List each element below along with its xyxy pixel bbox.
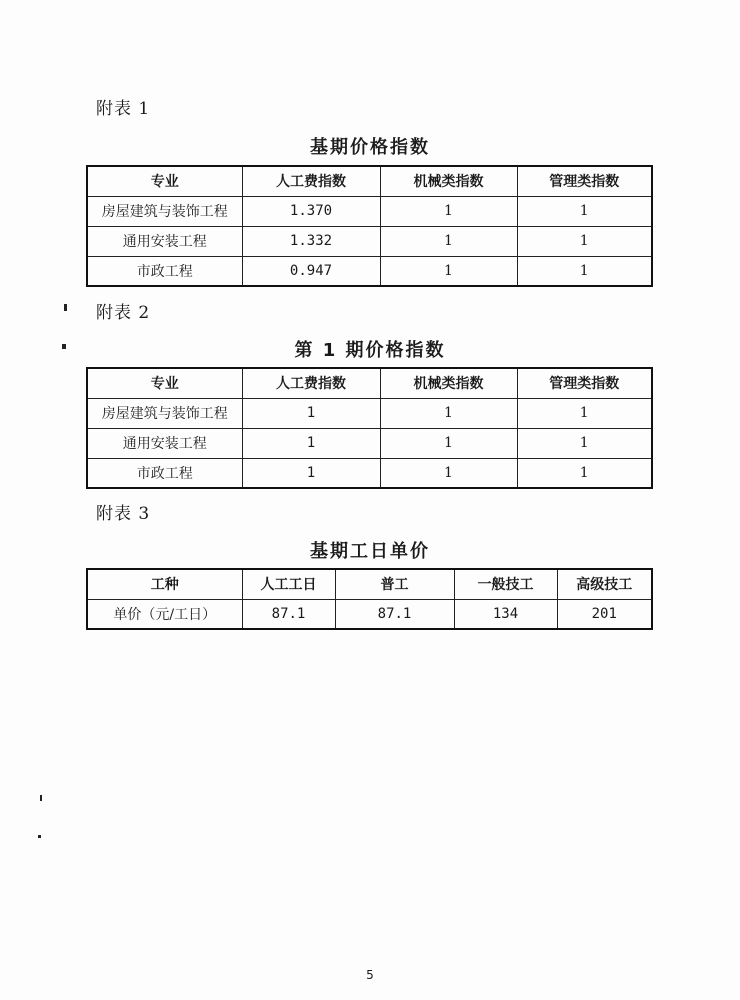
annex-3-label: 附表 3 (96, 504, 151, 524)
table-row (87, 196, 652, 226)
table-cell: 房屋建筑与装饰工程 (87, 196, 242, 226)
annex-2-title: 第 1 期价格指数 (294, 340, 446, 361)
table-cell: 市政工程 (87, 256, 242, 286)
header-cell: 管理类指数 (517, 166, 652, 196)
table-cell: 1 (517, 256, 652, 286)
table-cell: 1 (380, 398, 517, 428)
table-header-row (87, 569, 652, 599)
table-cell: 1 (517, 398, 652, 428)
annex-3-table (86, 568, 653, 630)
table-cell: 通用安装工程 (87, 428, 242, 458)
table-cell: 201 (557, 599, 652, 629)
table-cell: 1 (380, 196, 517, 226)
table-cell: 1 (242, 398, 380, 428)
table-cell: 87.1 (242, 599, 335, 629)
table-cell: 1 (380, 428, 517, 458)
table-cell: 87.1 (335, 599, 454, 629)
table-cell: 0.947 (242, 256, 380, 286)
header-cell: 高级技工 (557, 569, 652, 599)
table-row (87, 458, 652, 488)
annex-3-title: 基期工日单价 (310, 541, 430, 562)
scan-speck (38, 835, 41, 838)
table-header-row (87, 368, 652, 398)
table-row (87, 599, 652, 629)
table-cell: 通用安装工程 (87, 226, 242, 256)
header-cell: 人工费指数 (242, 368, 380, 398)
table-cell: 1 (242, 428, 380, 458)
header-cell: 普工 (335, 569, 454, 599)
scan-speck (62, 344, 66, 349)
table-cell: 1.332 (242, 226, 380, 256)
table-row (87, 398, 652, 428)
table-header-row (87, 166, 652, 196)
header-cell: 机械类指数 (380, 368, 517, 398)
annex-2-label: 附表 2 (96, 303, 151, 323)
header-cell: 人工费指数 (242, 166, 380, 196)
table-cell: 1.370 (242, 196, 380, 226)
table-cell: 1 (380, 458, 517, 488)
table-cell: 1 (517, 428, 652, 458)
header-cell: 机械类指数 (380, 166, 517, 196)
annex-1-title: 基期价格指数 (310, 137, 430, 158)
annex-2-table (86, 367, 653, 489)
annex-1-table (86, 165, 653, 287)
annex-1-label: 附表 1 (96, 99, 151, 119)
table-cell: 市政工程 (87, 458, 242, 488)
table-cell: 1 (517, 196, 652, 226)
table-row (87, 226, 652, 256)
table-row (87, 256, 652, 286)
header-cell: 专业 (87, 368, 242, 398)
table-cell: 1 (517, 458, 652, 488)
scan-speck (64, 304, 67, 311)
header-cell: 人工工日 (242, 569, 335, 599)
table-cell: 134 (454, 599, 557, 629)
table-cell: 1 (242, 458, 380, 488)
table-cell: 1 (380, 226, 517, 256)
header-cell: 一般技工 (454, 569, 557, 599)
header-cell: 管理类指数 (517, 368, 652, 398)
table-cell: 房屋建筑与装饰工程 (87, 398, 242, 428)
table-cell: 1 (380, 256, 517, 286)
table-cell: 1 (517, 226, 652, 256)
table-cell: 单价（元/工日） (87, 599, 242, 629)
scan-speck (40, 795, 42, 801)
header-cell: 专业 (87, 166, 242, 196)
table-row (87, 428, 652, 458)
page-number: 5 (366, 968, 374, 982)
header-cell: 工种 (87, 569, 242, 599)
